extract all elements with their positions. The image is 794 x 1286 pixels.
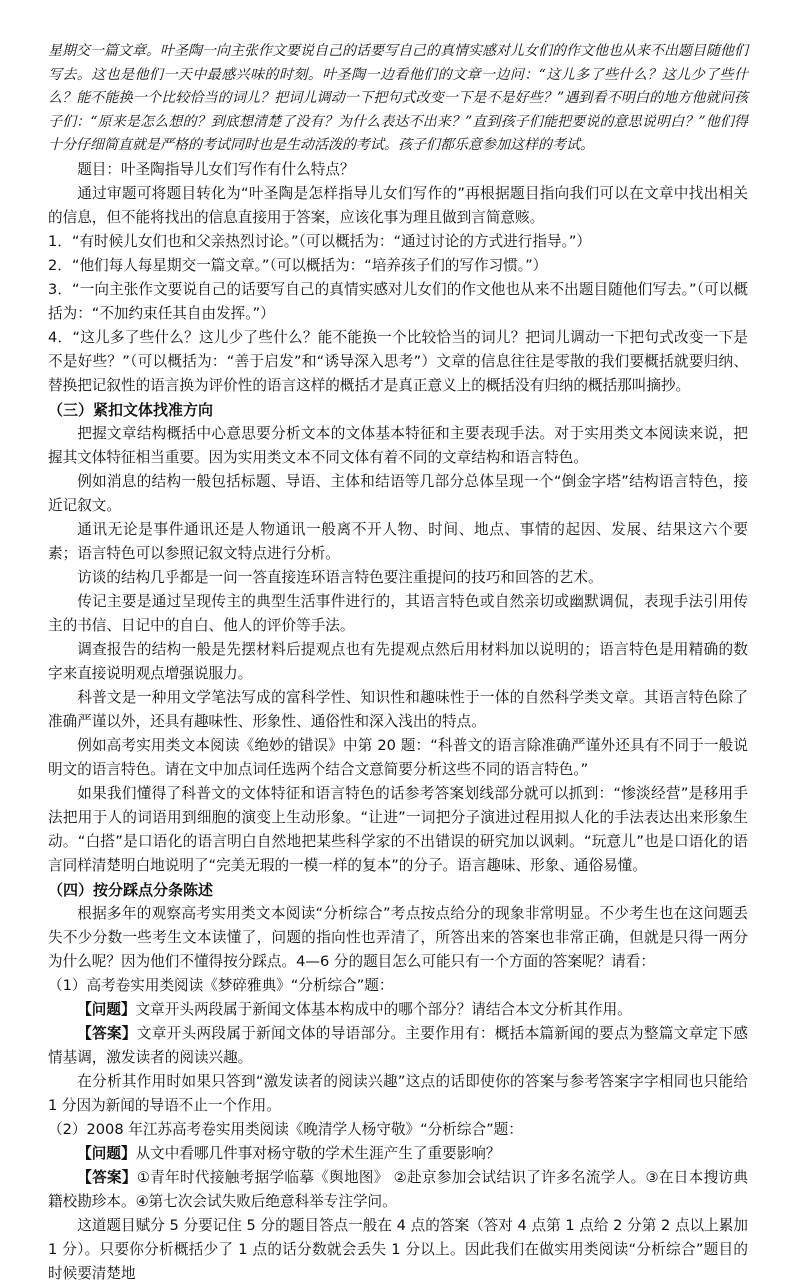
example-paragraph: 例如高考实用类文本阅读《绝妙的错误》中第 20 题：“科普文的语言除准确严谨外还具有不同于一般说明文的语言特色。请在文中加点词任选两个结合文意简要分析这些不同的语言特色。” <box>48 736 748 778</box>
interview-paragraph: 访谈的结构几乎都是一问一答直接连环语言特色要注重提问的技巧和回答的艺术。 <box>77 568 603 586</box>
point-3: 3．“一向主张作文要说自己的话要写自己的真情实感对儿女们的作文他也从来不出题目随他们写去。”（可以概括为：“不加约束任其自由发挥。”） <box>48 280 748 322</box>
case-2-question-text: 从文中看哪几件事对杨守敬的学术生涯产生了重要影响？ <box>135 1144 501 1162</box>
report-paragraph: 通讯无论是事件通讯还是人物通讯一般离不开人物、时间、地点、事情的起因、发展、结果这六个要素；语言特色可以参照记叙文特点进行分析。 <box>48 520 748 562</box>
answer-tag: 【答案】 <box>77 1024 137 1042</box>
point-1: 1．“有时候儿女们也和父亲热烈讨论。”（可以概括为：“通过讨论的方式进行指导。”） <box>48 232 592 250</box>
case-2-note: 这道题目赋分 5 分要记住 5 分的题目答点一般在 4 点的答案（答对 4 点第 1 点给 2 分第 2 点以上累加 1 分）。只要你分析概括少了 1 点的话分数就会丢失 1 分以上。因此我们在做实用类阅读“分析综合”题目的时候要清楚地 <box>48 1216 748 1282</box>
case-1-title: （1）高考卷实用类阅读《梦碎雅典》“分析综合”题： <box>48 976 394 994</box>
section-heading-3: （三）紧扣文体找准方向 <box>48 400 214 419</box>
question-explanation: 通过审题可将题目转化为“叶圣陶是怎样指导儿女们写作的”再根据题目指向我们可以在文章中找出相关的信息，但不能将找出的信息直接用于答案，应该化事为理且做到言简意赅。 <box>48 184 748 226</box>
science-paragraph: 科普文是一种用文学笔法写成的富科学性、知识性和趣味性于一体的自然科学类文章。其语言特色除了准确严谨以外，还具有趣味性、形象性、通俗性和深入浅出的特点。 <box>48 688 748 730</box>
case-1-answer-text: 文章开头两段属于新闻文体的导语部分。主要作用有：概括本篇新闻的要点为整篇文章定下感情基调，激发读者的阅读兴趣。 <box>48 1024 748 1066</box>
answer-hint-paragraph: 如果我们懂得了科普文的文体特征和语言特色的话参考答案划线部分就可以抓到：“惨淡经营”是移用手法把用于人的词语用到细胞的演变上生动形象。“让进”一词把分子演进过程用拟人化的手法表达出来形象生动。“白搭”是口语化的语言明白自然地把某些科学家的不出错误的研究加以讽刺。“玩意儿”也是口语化的语言同样清楚明白地说明了“完美无瑕的一模一样的复本”的分子。语言趣味、形象、通俗易懂。 <box>48 784 748 874</box>
question-tag: 【问题】 <box>77 1000 136 1018</box>
answer-tag: 【答案】 <box>77 1168 137 1186</box>
survey-paragraph: 调查报告的结构一般是先摆材料后提观点也有先提观点然后用材料加以说明的；语言特色是用精确的数字来直接说明观点增强说服力。 <box>48 640 748 682</box>
biography-paragraph: 传记主要是通过呈现传主的典型生活事件进行的，其语言特色或自然亲切或幽默调侃，表现手法引用传主的书信、日记中的自白、他人的评价等手法。 <box>48 592 748 634</box>
case-1-note: 在分析其作用时如果只答到“激发读者的阅读兴趣”这点的话即使你的答案与参考答案字字相同也只能给 1 分因为新闻的导语不止一个作用。 <box>48 1072 748 1114</box>
case-2-answer-text: ①青年时代接触考据学临摹《舆地图》 ②赴京参加会试结识了许多名流学人。③在日本搜访典籍校勘珍本。④第七次会试失败后绝意科举专注学问。 <box>48 1168 748 1210</box>
question-tag: 【问题】 <box>77 1144 136 1162</box>
case-1-question-text: 文章开头两段属于新闻文体基本构成中的哪个部分？请结合本文分析其作用。 <box>135 1000 632 1018</box>
case-2-title: （2）2008 年江苏高考卷实用类阅读《晚清学人杨守敬》“分析综合”题： <box>48 1120 523 1138</box>
case-2-question <box>48 1142 748 1166</box>
case-2-answer <box>48 1166 748 1214</box>
section-heading-4: （四）按分踩点分条陈述 <box>48 880 214 899</box>
case-1-question <box>48 998 748 1022</box>
point-4: 4．“这儿多了些什么？这儿少了些什么？能不能换一个比较恰当的词儿？把词儿调动一下把句式改变一下是不是好些？”（可以概括为：“善于启发”和“诱导深入思考”）文章的信息往往是零散的我们要概括就要归纳、替换把记叙性的语言换为评价性的语言这样的概括才是真正意义上的概括没有归纳的概括那叫摘抄。 <box>48 328 748 394</box>
news-paragraph: 例如消息的结构一般包括标题、导语、主体和结语等几部分总体呈现一个“倒金字塔”结构语言特色，接近记叙文。 <box>48 472 748 514</box>
point-2: 2．“他们每人每星期交一篇文章。”（可以概括为：“培养孩子们的写作习惯。”） <box>48 256 548 274</box>
case-1-answer <box>48 1022 748 1070</box>
genre-paragraph: 把握文章结构概括中心意思要分析文本的文体基本特征和主要表现手法。对于实用类文本阅读来说，把握其文体特征相当重要。因为实用类文本不同文体有着不同的文章结构和语言特色。 <box>48 424 748 466</box>
question-text: 题目：叶圣陶指导儿女们写作有什么特点？ <box>77 160 355 178</box>
document-page <box>48 40 748 1282</box>
intro-quote: 星期交一篇文章。叶圣陶一向主张作文要说自己的话要写自己的真情实感对儿女们的作文他也从来不出题目随他们写去。这也是他们一天中最感兴味的时刻。叶圣陶一边看他们的文章一边问：“这儿多了些什么？这儿少了些什么？能不能换一个比较恰当的词儿？把词儿调动一下把句式改变一下是不是好些？”遇到看不明白的地方他就问孩子们：“原来是怎么想的？到底想清楚了没有？为什么表达不出来？”直到孩子们能把要说的意思说明白？”他们得十分仔细简直就是严格的考试同时也是生动活泼的考试。孩子们都乐意参加这样的考试。 <box>48 43 748 153</box>
score-paragraph: 根据多年的观察高考实用类文本阅读“分析综合”考点按点给分的现象非常明显。不少考生也在这问题丢失不少分数一些考生文本读懂了，问题的指向性也弄清了，所答出来的答案也非常正确，但就是只得一两分为什么呢？因为他们不懂得按分踩点。4—6 分的题目怎么可能只有一个方面的答案呢？请看： <box>48 904 748 970</box>
